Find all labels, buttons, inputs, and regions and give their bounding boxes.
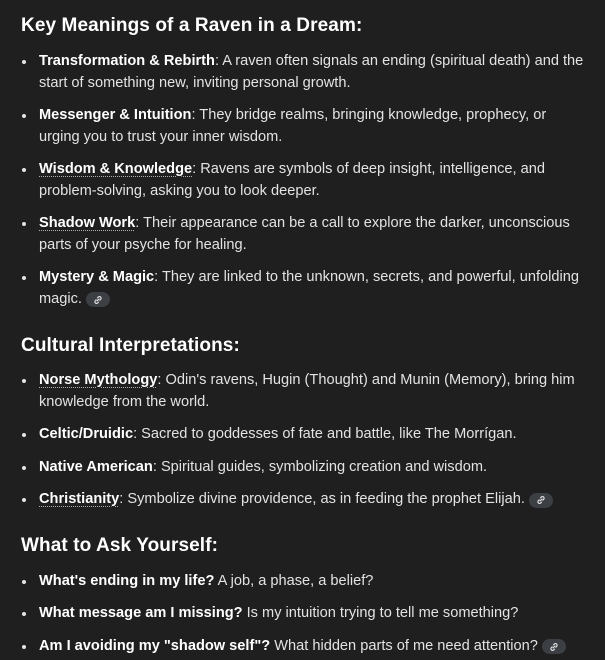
term-what-message: What message am I missing? xyxy=(39,605,243,621)
item-description: A job, a phase, a belief? xyxy=(214,572,374,589)
list-item xyxy=(21,51,589,94)
item-description: What hidden parts of me need attention? xyxy=(270,637,538,654)
heading-cultural-interpretations: Cultural Interpretations: xyxy=(21,335,240,356)
list-item xyxy=(21,489,589,511)
item-description: Is my intuition trying to tell me something? xyxy=(242,605,519,621)
item-description: : Spiritual guides, symbolizing creation and wisdom. xyxy=(152,458,488,475)
list-item xyxy=(21,267,589,310)
term-wisdom-knowledge[interactable]: Wisdom & Knowledge xyxy=(39,161,193,177)
term-norse-mythology[interactable]: Norse Mythology xyxy=(39,372,158,388)
link-icon xyxy=(536,495,546,505)
term-transformation-rebirth: Transformation & Rebirth xyxy=(39,53,215,69)
term-christianity[interactable]: Christianity xyxy=(39,491,120,507)
heading-what-to-ask-yourself: What to Ask Yourself: xyxy=(21,534,219,556)
list-item xyxy=(21,424,589,446)
list-item xyxy=(21,213,589,256)
list-what-to-ask xyxy=(21,571,589,658)
term-shadow-work[interactable]: Shadow Work xyxy=(39,215,136,231)
term-celtic-druidic: Celtic/Druidic xyxy=(39,426,134,442)
term-shadow-self: Am I avoiding my "shadow self"? xyxy=(39,637,271,654)
item-description: : Symbolize divine providence, as in feeding the prophet Elijah. xyxy=(119,491,525,507)
source-link-chip[interactable] xyxy=(529,493,553,508)
term-whats-ending: What's ending in my life? xyxy=(39,572,215,589)
item-description: : Sacred to goddesses of fate and battle, like The Morrígan. xyxy=(133,426,517,442)
list-item xyxy=(21,457,589,479)
list-key-meanings xyxy=(21,51,589,310)
list-item xyxy=(21,159,589,202)
source-link-chip[interactable] xyxy=(86,292,110,307)
list-item xyxy=(21,370,589,413)
link-icon xyxy=(549,642,559,652)
item-description: : A raven often signals an ending (spiritual death) and the start of something new, inviting personal growth. xyxy=(39,53,584,91)
list-item xyxy=(21,571,589,593)
list-cultural-interpretations xyxy=(21,370,589,511)
item-description: : Their appearance can be a call to explore the darker, unconscious parts of your psyche for healing. xyxy=(39,215,570,253)
item-description: : They are linked to the unknown, secrets, and powerful, unfolding magic. xyxy=(39,269,580,307)
source-link-chip[interactable] xyxy=(542,639,566,654)
item-description: : Ravens are symbols of deep insight, intelligence, and problem-solving, asking you to look deeper. xyxy=(39,161,545,199)
heading-key-meanings: Key Meanings of a Raven in a Dream: xyxy=(21,15,363,36)
item-description: : They bridge realms, bringing knowledge, prophecy, or urging you to trust your inner wisdom. xyxy=(39,107,547,145)
item-description: : Odin's ravens, Hugin (Thought) and Munin (Memory), bring him knowledge from the world. xyxy=(39,372,575,410)
list-item xyxy=(21,603,589,625)
term-native-american: Native American xyxy=(39,458,153,475)
list-item xyxy=(21,105,589,148)
list-item xyxy=(21,636,589,658)
term-messenger-intuition: Messenger & Intuition xyxy=(39,107,192,123)
link-icon xyxy=(93,295,103,305)
term-mystery-magic: Mystery & Magic xyxy=(39,269,155,285)
